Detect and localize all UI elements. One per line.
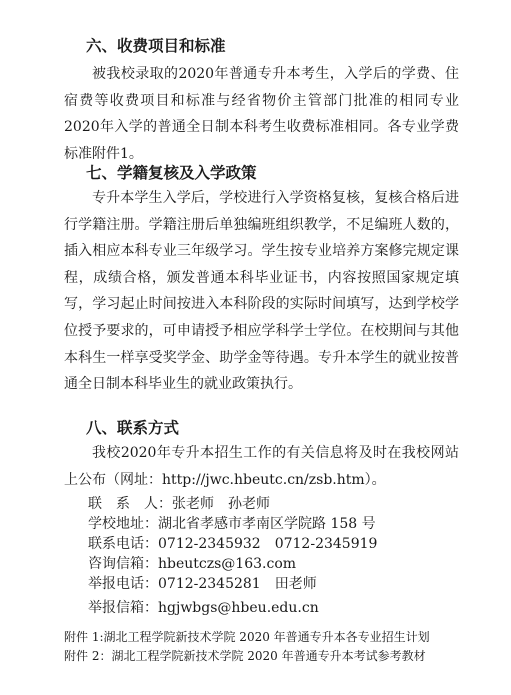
section-6-heading: 六、收费项目和标准 [86, 37, 226, 55]
contact-phone: 联系电话：0712-2345932 0712-2345919 [88, 536, 378, 552]
section-7-heading: 七、学籍复核及入学政策 [86, 164, 257, 182]
attachment-2: 附件 2：湖北工程学院新技术学院 2020 年普通专升本考试参考教材 [64, 649, 426, 663]
section-7-body: 专升本学生入学后，学校进行入学资格复核，复核合格后进行学籍注册。学籍注册后单独编班组织教学，不足编班人数的，插入相应本科专业三年级学习。学生按专业培养方案修完规定课程，成绩合格，颁发普通本科毕业证书，内容按照国家规定填写，学习起止时间按进入本科阶段的实际时间填写，达到学校学位授予要求的，可申请授予相应学科学士学位。在校期间与其他本科生一样享受奖学金、助学金等待遇。专升本学生的就业按普通全日制本科毕业生的就业政策执行。 [64, 190, 459, 393]
section-6-body: 被我校录取的2020年普通专升本考生，入学后的学费、住宿费等收费项目和标准与经省物价主管部门批准的相同专业2020年入学的普通全日制本科考生收费标准相同。各专业学费标准附件1。 [64, 66, 459, 162]
section-8-body: 我校2020年专升本招生工作的有关信息将及时在我校网站上公布（网址：http://jwc.hbeutc.cn/zsb.htm）。 [64, 445, 459, 488]
school-address: 学校地址：湖北省孝感市孝南区学院路 158 号 [88, 516, 376, 532]
inquiry-email: 咨询信箱：hbeutczs@163.com [88, 556, 297, 572]
report-email: 举报信箱：hgjwbgs@hbeu.edu.cn [88, 600, 319, 616]
contact-person: 联 系 人：张老师 孙老师 [88, 496, 270, 512]
report-phone: 举报电话：0712-2345281 田老师 [88, 576, 317, 592]
section-8-heading: 八、联系方式 [86, 419, 180, 437]
attachment-1: 附件 1:湖北工程学院新技术学院 2020 年普通专升本各专业招生计划 [64, 630, 430, 644]
